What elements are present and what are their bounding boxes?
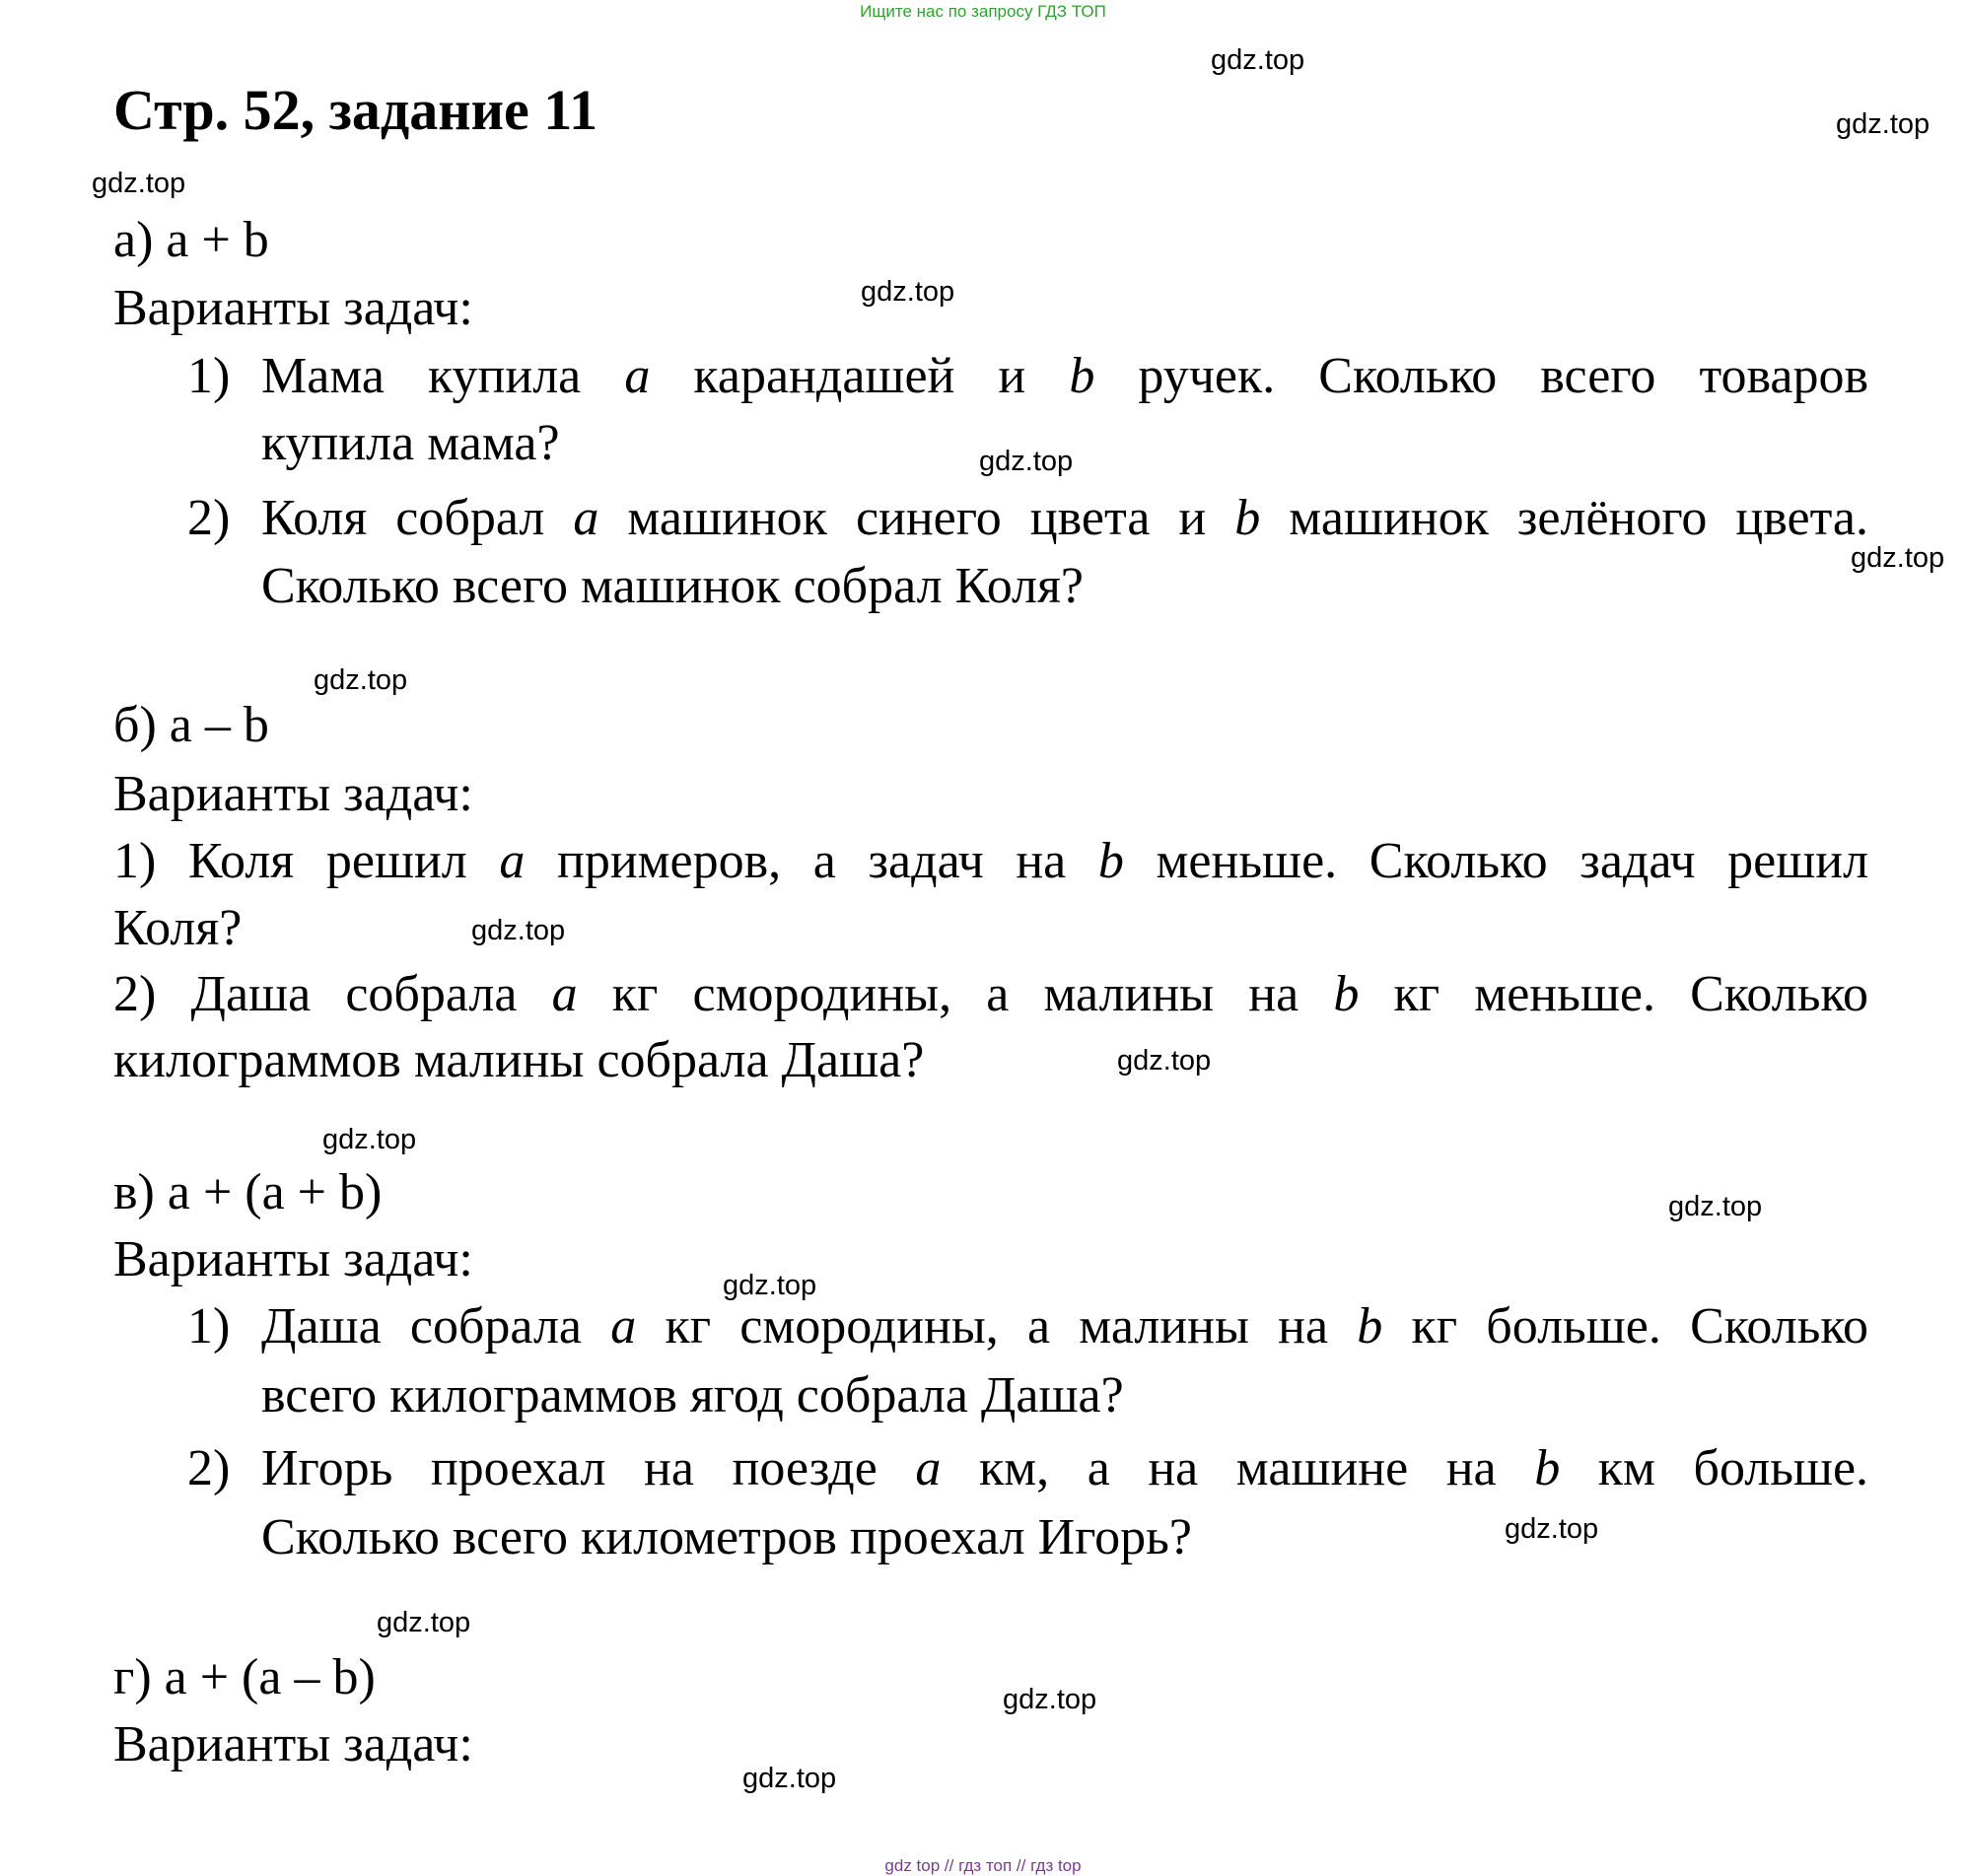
watermark: gdz.top bbox=[861, 276, 955, 308]
section-v-item1-line1: Даша собрала a кг смородины, а малины на b кг больше. Сколько bbox=[261, 1298, 1868, 1355]
page-title: Стр. 52, задание 11 bbox=[113, 78, 598, 142]
section-v-item2-line1: Игорь проехал на поезде a км, а на машине на b км больше. bbox=[261, 1440, 1869, 1496]
watermark: gdz.top bbox=[377, 1607, 471, 1638]
section-b-formula: б) a – b bbox=[113, 697, 269, 753]
section-b-variants-label: Варианты задач: bbox=[113, 766, 473, 822]
watermark: gdz.top bbox=[1211, 44, 1305, 76]
section-a-item1-line1: Мама купила a карандашей и b ручек. Сколько всего товаров bbox=[261, 348, 1868, 404]
section-v-item2-line2: Сколько всего километров проехал Игорь? bbox=[261, 1509, 1192, 1565]
section-g-variants-label: Варианты задач: bbox=[113, 1716, 473, 1772]
watermark: gdz.top bbox=[1117, 1045, 1212, 1077]
section-v-formula: в) a + (a + b) bbox=[113, 1164, 383, 1220]
section-a-item2-line2: Сколько всего машинок собрал Коля? bbox=[261, 558, 1084, 614]
watermark: gdz.top bbox=[322, 1124, 417, 1155]
section-b-item2-line2: килограммов малины собрала Даша? bbox=[113, 1032, 925, 1088]
footer-note: gdz top // гдз топ // гдз top bbox=[884, 1856, 1082, 1875]
watermark: gdz.top bbox=[979, 446, 1074, 477]
section-b-item1-line2: Коля? bbox=[113, 900, 243, 956]
section-v-item1-number: 1) bbox=[187, 1298, 231, 1355]
watermark: gdz.top bbox=[1668, 1191, 1763, 1222]
section-g-formula: г) a + (a – b) bbox=[113, 1649, 376, 1705]
section-b-item1-line1: 1) Коля решил a примеров, а задач на b меньше. Сколько задач решил bbox=[113, 833, 1869, 889]
watermark: gdz.top bbox=[92, 168, 186, 199]
watermark: gdz.top bbox=[1003, 1684, 1097, 1715]
section-v-item1-line2: всего килограммов ягод собрала Даша? bbox=[261, 1367, 1124, 1424]
watermark: gdz.top bbox=[723, 1270, 817, 1301]
section-v-item2-number: 2) bbox=[187, 1440, 231, 1496]
watermark: gdz.top bbox=[471, 915, 566, 946]
section-a-item2-line1: Коля собрал a машинок синего цвета и b машинок зелёного цвета. bbox=[261, 490, 1869, 546]
section-b-item2-line1: 2) Даша собрала a кг смородины, а малины на b кг меньше. Сколько bbox=[113, 966, 1869, 1022]
watermark: gdz.top bbox=[1851, 542, 1945, 574]
section-a-item1-line2: купила мама? bbox=[261, 415, 560, 471]
watermark: gdz.top bbox=[1505, 1513, 1599, 1545]
section-a-item2-number: 2) bbox=[187, 490, 231, 546]
section-a-formula: а) a + b bbox=[113, 212, 269, 268]
header-note: Ищите нас по запросу ГДЗ ТОП bbox=[860, 2, 1106, 21]
section-a-item1-number: 1) bbox=[187, 348, 231, 404]
section-a-variants-label: Варианты задач: bbox=[113, 280, 473, 336]
section-v-variants-label: Варианты задач: bbox=[113, 1231, 473, 1287]
watermark: gdz.top bbox=[1836, 108, 1931, 140]
watermark: gdz.top bbox=[314, 664, 408, 696]
watermark: gdz.top bbox=[742, 1763, 837, 1794]
